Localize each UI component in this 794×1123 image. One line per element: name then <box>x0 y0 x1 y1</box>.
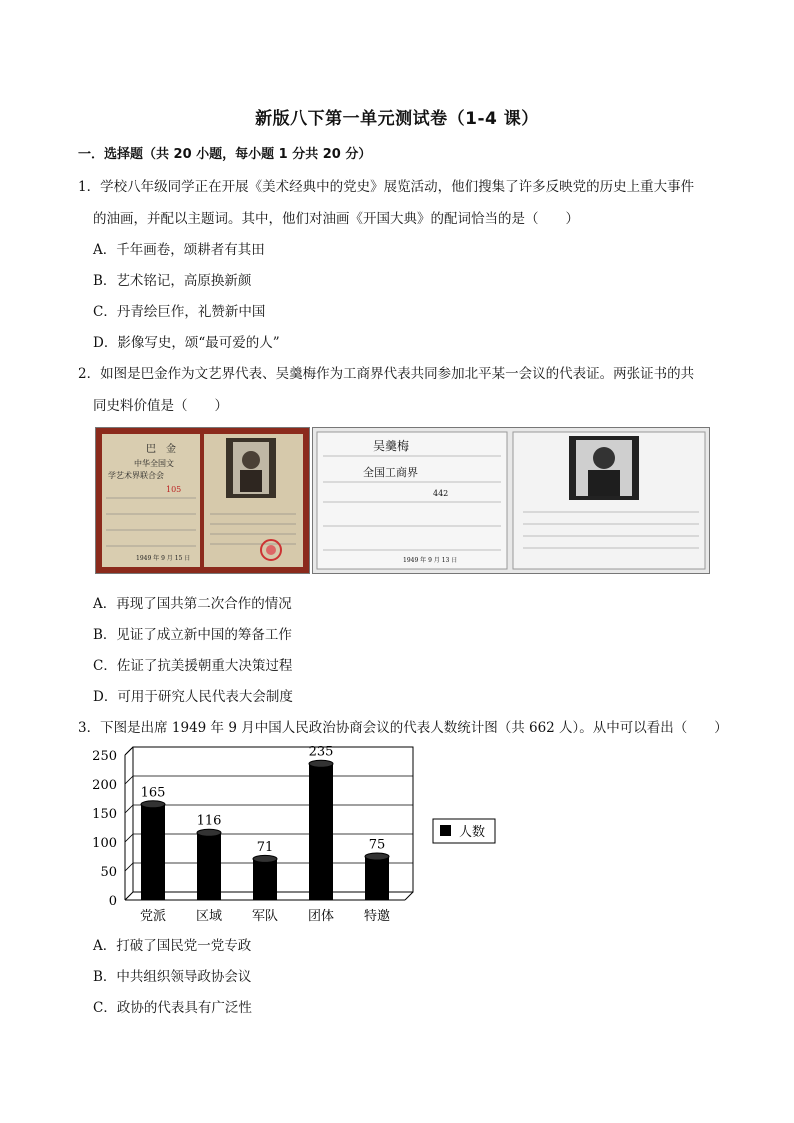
cert-left-org2: 学艺术界联合会 <box>108 471 164 480</box>
question-3-option-c[interactable]: C．政协的代表具有广泛性 <box>93 1000 252 1016</box>
chart-bar <box>253 859 277 900</box>
chart-bar <box>309 764 333 900</box>
question-2-option-c[interactable]: C．佐证了抗美援朝重大决策过程 <box>93 658 293 674</box>
question-3-option-b[interactable]: B．中共组织领导政协会议 <box>93 969 252 985</box>
chart-gridline-diag <box>125 747 133 755</box>
chart-data-label: 165 <box>140 785 166 801</box>
chart-legend-swatch <box>440 825 451 836</box>
cert-right-org: 全国工商界 <box>363 466 418 479</box>
question-3-line-1 <box>78 716 728 736</box>
chart-bar <box>197 833 221 900</box>
cert-right-no: 442 <box>433 489 449 498</box>
question-2-option-d[interactable]: D．可用于研究人民代表大会制度 <box>93 689 293 705</box>
chart-gridline-diag <box>125 834 133 842</box>
question-1-line-1 <box>78 175 694 195</box>
question-2-line-1 <box>78 362 694 382</box>
chart-y-tick-label: 250 <box>92 749 117 764</box>
cert-right-date: 1949 年 9 月 13 日 <box>403 557 458 564</box>
cert-left-name: 巴 金 <box>146 444 176 455</box>
cert-left-no: 105 <box>166 485 182 494</box>
question-1-option-d[interactable]: D．影像写史，颂“最可爱的人” <box>93 335 280 351</box>
question-3-number: 3． <box>78 720 101 736</box>
chart-y-tick-label: 200 <box>92 778 117 793</box>
chart-x-tick-label: 党派 <box>139 909 167 924</box>
chart-gridline-diag <box>125 776 133 784</box>
chart-x-tick-label: 军队 <box>251 909 279 924</box>
chart-svg <box>92 735 515 935</box>
chart-x-tick-label: 团体 <box>307 909 335 924</box>
question-2-number: 2． <box>78 366 101 382</box>
question-2-option-b[interactable]: B．见证了成立新中国的筹备工作 <box>93 627 292 643</box>
page-title: 新版八下第一单元测试卷（1-4 课） <box>255 109 539 129</box>
cert-right-name: 吴羹梅 <box>373 439 410 453</box>
chart-bar-cap <box>309 760 333 767</box>
question-1-option-b[interactable]: B．艺术铭记，高原换新颜 <box>93 273 252 289</box>
chart-floor-edge-right <box>405 892 413 900</box>
chart-x-tick-label: 特邀 <box>363 909 391 924</box>
chart-y-tick-label: 0 <box>108 894 117 909</box>
question-3-text: 下图是出席 1949 年 9 月中国人民政治协商会议的代表人数统计图（共 662 人）。从中可以看出（ ） <box>100 720 728 736</box>
chart-y-tick-label: 100 <box>92 836 117 851</box>
question-1-number: 1． <box>78 179 101 195</box>
chart-gridline-diag <box>125 805 133 813</box>
chart-y-tick-label: 50 <box>100 865 117 880</box>
chart-bar-cap <box>141 801 165 808</box>
chart-bar <box>365 857 389 901</box>
question-1-option-c[interactable]: C．丹青绘巨作，礼赞新中国 <box>93 304 266 320</box>
certificate-photo-bajin <box>95 427 310 574</box>
question-2-text: 如图是巴金作为文艺界代表、吴羹梅作为工商界代表共同参加北平某一会议的代表证。两张证书的共 <box>100 366 695 382</box>
chart-y-tick-label: 150 <box>92 807 117 822</box>
chart-bar-cap <box>197 829 221 836</box>
chart-floor-edge-left <box>125 892 133 900</box>
chart-legend-label: 人数 <box>459 825 486 840</box>
certificate-photo-wugengmei <box>312 427 710 574</box>
question-1-option-a[interactable]: A．千年画卷，颂耕者有其田 <box>93 242 265 258</box>
chart-bar-cap <box>253 855 277 862</box>
question-2-line-2: 同史料价值是（ ） <box>93 398 228 414</box>
chart-data-label: 116 <box>196 813 222 829</box>
question-3-option-a[interactable]: A．打破了国民党一党专政 <box>93 938 252 954</box>
chart-gridline-diag <box>125 863 133 871</box>
chart-data-label: 75 <box>368 837 386 853</box>
cert-left-org1: 中华全国文 <box>134 459 174 468</box>
question-2-option-a[interactable]: A．再现了国共第二次合作的情况 <box>93 596 292 612</box>
question-1-line-2: 的油画，并配以主题词。其中，他们对油画《开国大典》的配词恰当的是（ ） <box>93 211 579 227</box>
chart-data-label: 235 <box>308 744 334 760</box>
section-heading: 一．选择题（共 20 小题，每小题 1 分共 20 分） <box>78 147 372 162</box>
delegate-bar-chart <box>92 735 515 935</box>
chart-data-label: 71 <box>256 839 274 855</box>
cert-left-date: 1949 年 9 月 15 日 <box>136 555 191 562</box>
chart-bar <box>141 804 165 900</box>
chart-x-tick-label: 区域 <box>195 909 223 924</box>
question-1-text: 学校八年级同学正在开展《美术经典中的党史》展览活动，他们搜集了许多反映党的历史上重大事件 <box>100 179 695 195</box>
chart-bar-cap <box>365 853 389 860</box>
